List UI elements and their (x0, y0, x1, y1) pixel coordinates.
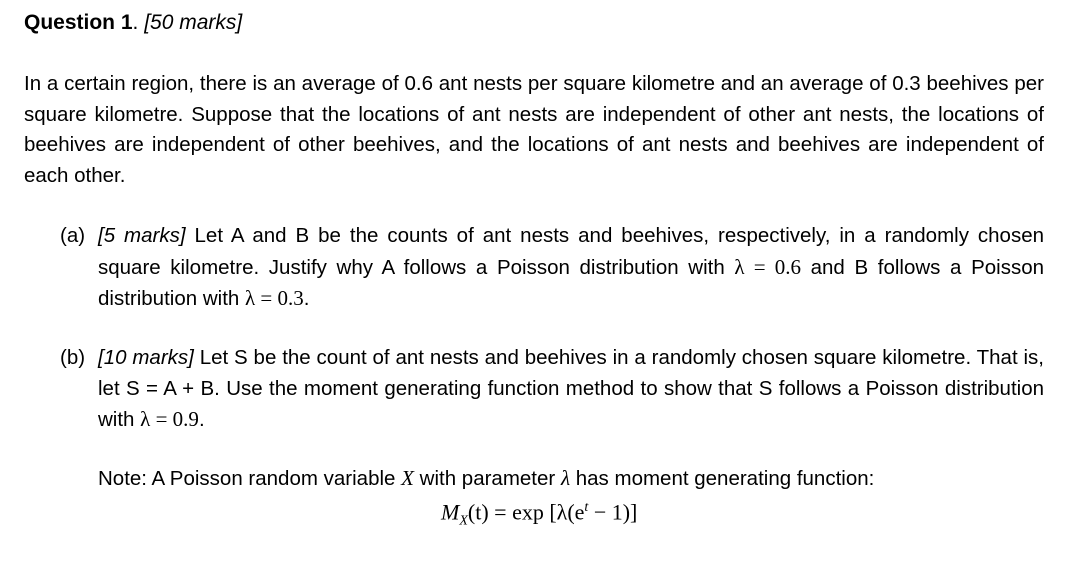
note-text-1: Note: A Poisson random variable (98, 467, 402, 490)
mgf-formula (441, 493, 637, 537)
part-a-text-3: . (303, 287, 310, 310)
note-variable: X (401, 466, 414, 490)
part-a-text-1: Let A and B be the counts of ant nests and beehives, respectively, in a randomly chosen square kilometre. Justify why A follows a Poisson distribution with (98, 224, 1045, 279)
note-text-3: has moment generating function: (570, 467, 875, 490)
part-b-label: (b) (60, 346, 86, 369)
part-b-text-1: Let S be the count of ant nests and beehives in a randomly chosen square kilometre. That is, let S = A + B. Use the moment generating function method to show that S follows a Poisson distribution with (98, 346, 1044, 431)
note-text-2: with parameter (413, 467, 561, 490)
note-line (98, 463, 874, 495)
question-title-period: . (132, 11, 139, 34)
question-heading (24, 9, 242, 37)
part-a-marks: [5 marks] (98, 224, 186, 247)
formula-rhs: − 1)] (588, 499, 638, 525)
question-marks: [50 marks] (144, 11, 243, 34)
formula-subscript: X (459, 513, 468, 529)
question-title: Question 1 (24, 11, 133, 34)
part-a-body (98, 221, 1044, 315)
part-a-text-2: and B follows a Poisson distribution with (98, 255, 1044, 310)
part-b-math-1: λ = 0.9 (140, 407, 199, 431)
part-b-body (98, 343, 1044, 436)
formula-superscript: t (584, 500, 589, 515)
part-a-math-2: λ = 0.3 (244, 286, 304, 310)
part-a-label: (a) (60, 224, 86, 247)
part-a (60, 221, 1044, 315)
part-a-math-1: λ = 0.6 (734, 254, 801, 279)
part-b-text-2: . (198, 408, 205, 431)
note-parameter: λ (560, 466, 571, 490)
intro-paragraph: In a certain region, there is an average of 0.6 ant nests per square kilometre and an average of 0.3 beehives per square kilometre. Suppose that the locations of ant nests are independent of other ant nests, the locations of beehives are independent of other beehives, and the locations of ant nests and beehives are independent of each other. (24, 72, 1044, 187)
formula-m: M (441, 499, 460, 525)
part-b (60, 343, 1044, 436)
formula-lhs: (t) = exp [λ(e (467, 499, 585, 525)
part-b-marks: [10 marks] (98, 346, 194, 369)
